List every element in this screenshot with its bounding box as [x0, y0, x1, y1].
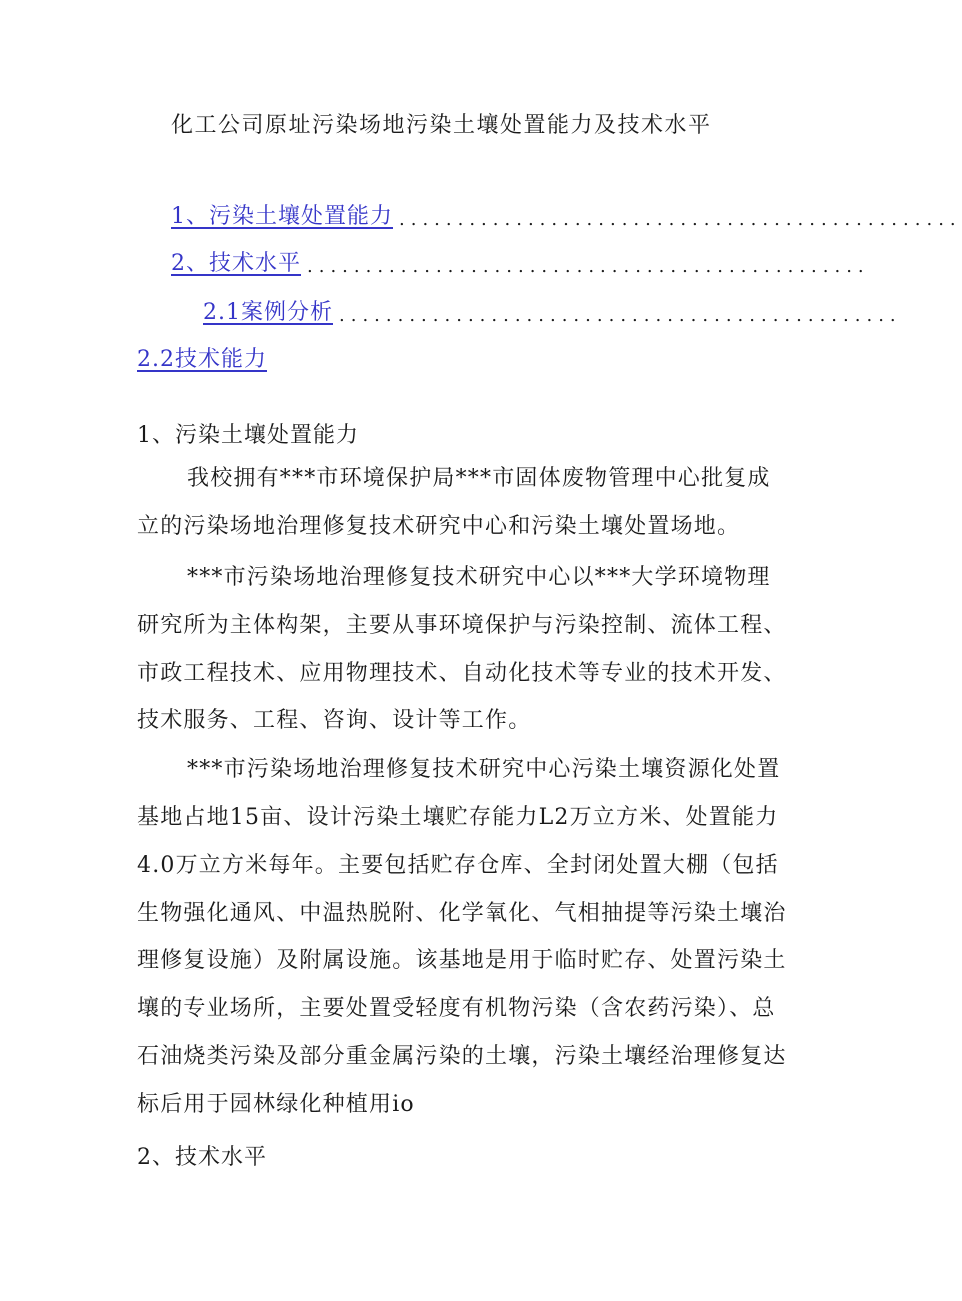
paragraph-line: 研究所为主体构架，主要从事环境保护与污染控制、流体工程、	[137, 613, 787, 638]
paragraph-line: ***市污染场地治理修复技术研究中心以***大学环境物理	[187, 565, 771, 590]
toc-link[interactable]: 2.1案例分析	[203, 300, 333, 325]
paragraph-line: 壤的专业场所，主要处置受轻度有机物污染（含农药污染）、总	[137, 996, 776, 1021]
paragraph-line: 我校拥有***市环境保护局***市固体废物管理中心批复成	[187, 466, 771, 491]
toc-leader-dots: ................................................	[307, 256, 870, 277]
paragraph-line: 石油烧类污染及部分重金属污染的土壤，污染土壤经治理修复达	[137, 1044, 787, 1069]
paragraph-line: 基地占地15亩、设计污染土壤贮存能力L2万立方米、处置能力	[137, 805, 779, 830]
paragraph-line: ***市污染场地治理修复技术研究中心污染土壤资源化处置	[187, 757, 781, 782]
toc-link[interactable]: 1、污染土壤处置能力	[171, 204, 393, 229]
paragraph-line: 生物强化通风、中温热脱附、化学氧化、气相抽提等污染土壤治	[137, 901, 787, 926]
paragraph-line: 标后用于园林绿化种植用io	[137, 1092, 415, 1117]
document-title: 化工公司原址污染场地污染土壤处置能力及技术水平	[171, 113, 712, 138]
toc-entry-2-1[interactable]	[203, 294, 902, 326]
section-heading-2: 2、技术水平	[137, 1145, 267, 1170]
paragraph-line: 技术服务、工程、咨询、设计等工作。	[137, 708, 532, 733]
paragraph-line: 4.0万立方米每年。主要包括贮存仓库、全封闭处置大棚（包括	[137, 853, 779, 878]
section-heading-1: 1、污染土壤处置能力	[137, 423, 359, 448]
toc-link[interactable]: 2、技术水平	[171, 251, 301, 276]
toc-leader-dots: ................................................	[339, 305, 902, 326]
toc-link[interactable]: 2.2技术能力	[137, 347, 267, 372]
toc-entry-2[interactable]	[171, 245, 870, 277]
paragraph-line: 市政工程技术、应用物理技术、自动化技术等专业的技术开发、	[137, 661, 787, 686]
paragraph-line: 理修复设施）及附属设施。该基地是用于临时贮存、处置污染土	[137, 948, 787, 973]
toc-leader-dots: ................................................	[399, 209, 962, 230]
paragraph-line: 立的污染场地治理修复技术研究中心和污染土壤处置场地。	[137, 514, 741, 539]
toc-entry-2-2[interactable]	[137, 341, 437, 373]
toc-entry-1[interactable]	[171, 198, 962, 230]
